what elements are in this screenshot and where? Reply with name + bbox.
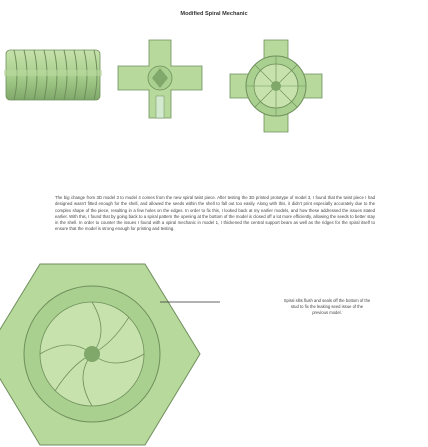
spiral-bottom-view [228, 38, 324, 134]
page-title: Modified Spiral Mechanic [180, 11, 248, 17]
body-paragraph: The big change from 3D model 3 to model 4 comes from the new spiral twist piece. After testing the 3D printed prototype of model 3, I found that the twist piece I had designed wasn't fitted enough for the shell, and allowed the seeds within the shell to fall out too easily. Along with this, it didn't print especially accurately due to the complex shape of the piece, resulting in a few holes on the edges. In order to fix this, I looked back at my earlier models, and how these addressed the issues stated earlier. With this, I found that by going back to a spiral pattern the opening at the bottom of the model is closed off a lot more efficiently, allowing the seeds to better stay in the shell. In order to counter the issues I found with a spiral mechanic in model 1, I thickened the central support beam as well as the ridges for the spiral itself to ensure that the model is strong enough for printing and testing. [55, 195, 375, 232]
callout-caption: Spiral slits flush and seals off the bottom of the stud to fix the leaking seed issue of the previous model. [283, 298, 371, 316]
hexagon-closeup [0, 262, 220, 447]
spiral-side-view [4, 40, 104, 115]
spiral-cross-section [116, 38, 204, 120]
